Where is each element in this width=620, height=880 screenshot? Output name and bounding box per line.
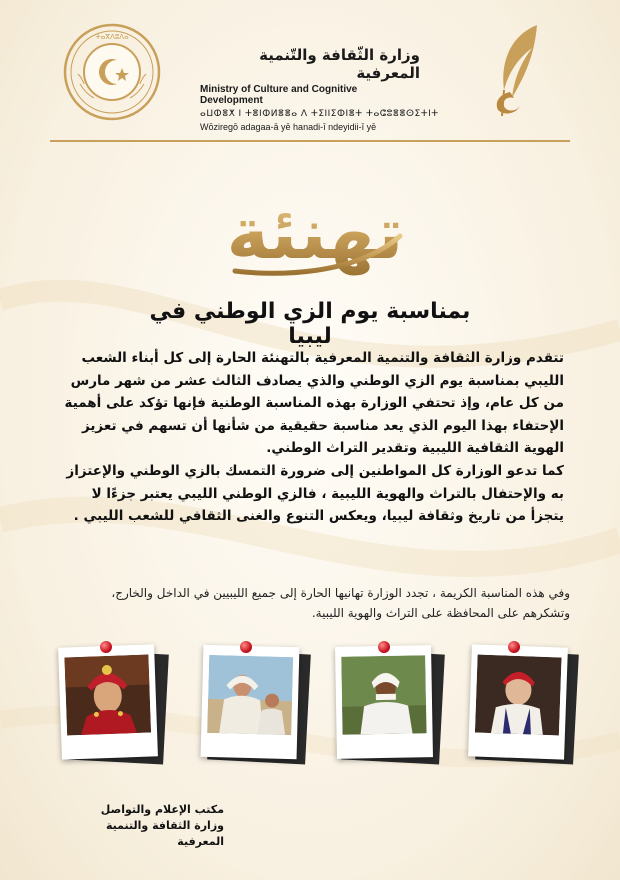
pushpin-icon xyxy=(100,641,112,653)
closing-message xyxy=(60,583,570,623)
photo-strip xyxy=(60,646,590,776)
body-paragraph-1: تتقدم وزارة الثقافة والتنمية المعرفية بالتهنئة الحارة إلى كل أبناء الشعب الليبي بمناسبة يوم الزي الوطني والذي يصادف الثالث عشر من شهر مارس من كل عام، وإذ تحتفي الوزارة بهذه المناسبة الوطنية فإنها تؤكد على أهمية الإحتفاء بهذا اليوم الذي يعد مناسبة حقيقية من شأنها أن تسهم في تعزيز الهوية الثقافية الليبية وتقدير التراث الوطني. xyxy=(64,350,564,457)
closing-line-2: وتشكرهم على المحافظة على التراث والهوية الليبية. xyxy=(311,606,570,620)
signature-block xyxy=(64,802,224,850)
pushpin-icon xyxy=(508,641,520,653)
svg-text:ⵜⴰⴳⴷⵓⴷⴰ: ⵜⴰⴳⴷⵓⴷⴰ xyxy=(95,33,129,41)
photo-boy-traditional-costume xyxy=(475,655,562,736)
state-seal-logo xyxy=(62,22,162,122)
photo-card xyxy=(336,646,448,772)
body-paragraph-2: كما تدعو الوزارة كل المواطنين إلى ضرورة التمسك بالزي الوطني والإعتزاز به والإحتفال بالتراث والهوية الليبية ، فالزي الوطني الليبي يعتبر جزءًا لا يتجزأ من تاريخ وثقافة ليبيا، ويعكس التنوع والغنى الثقافي للشعب الليبي . xyxy=(66,462,564,525)
message-body xyxy=(64,347,564,528)
pushpin-icon xyxy=(378,641,390,653)
congratulations-calligraphy xyxy=(215,176,415,286)
feather-quill-logo xyxy=(482,20,552,120)
photo-card xyxy=(60,646,172,772)
ministry-name-arabic: وزارة الثّقافة والتّنمية المعرفية xyxy=(259,46,420,82)
ministry-name-block xyxy=(200,46,439,132)
closing-line-1: وفي هذه المناسبة الكريمة ، تجدد الوزارة تهانيها الحارة إلى جميع الليبيين في الداخل والخارج، xyxy=(111,586,570,600)
photo-boy-white-turban xyxy=(341,655,426,734)
footer-ministry: وزارة الثقافة والتنمية المعرفية xyxy=(106,819,224,848)
ministry-name-tebu: Wōziregō adagaa-ā yē hanadi-ī ndeyidii-ī yē xyxy=(200,122,377,132)
header-divider xyxy=(50,140,570,142)
occasion-title: بمناسبة يوم الزي الوطني في ليبيا xyxy=(149,299,471,349)
pushpin-icon xyxy=(240,641,252,653)
photo-card xyxy=(202,646,314,772)
footer-office: مكتب الإعلام والتواصل xyxy=(100,803,224,816)
ministry-name-tifinagh: ⴰⵡⵀⴻⵅ ⵏ ⵜⴻⵏⵀⵍⴻⴻⴰ ⴷ ⵜⵉⵏⵏⵉⵀⵏⴻⵜ ⵜⴰⵛⵓⴻⴻⵙⵉⵜⵏⵜ xyxy=(200,109,439,119)
photo-girl-traditional-headdress xyxy=(64,655,151,736)
photo-children-white-dress xyxy=(207,655,293,735)
ministry-name-english: Ministry of Culture and Cognitive Development xyxy=(200,84,358,106)
photo-card xyxy=(470,646,582,772)
calligraphy-text: تهنئة xyxy=(226,191,404,275)
header xyxy=(0,0,620,150)
